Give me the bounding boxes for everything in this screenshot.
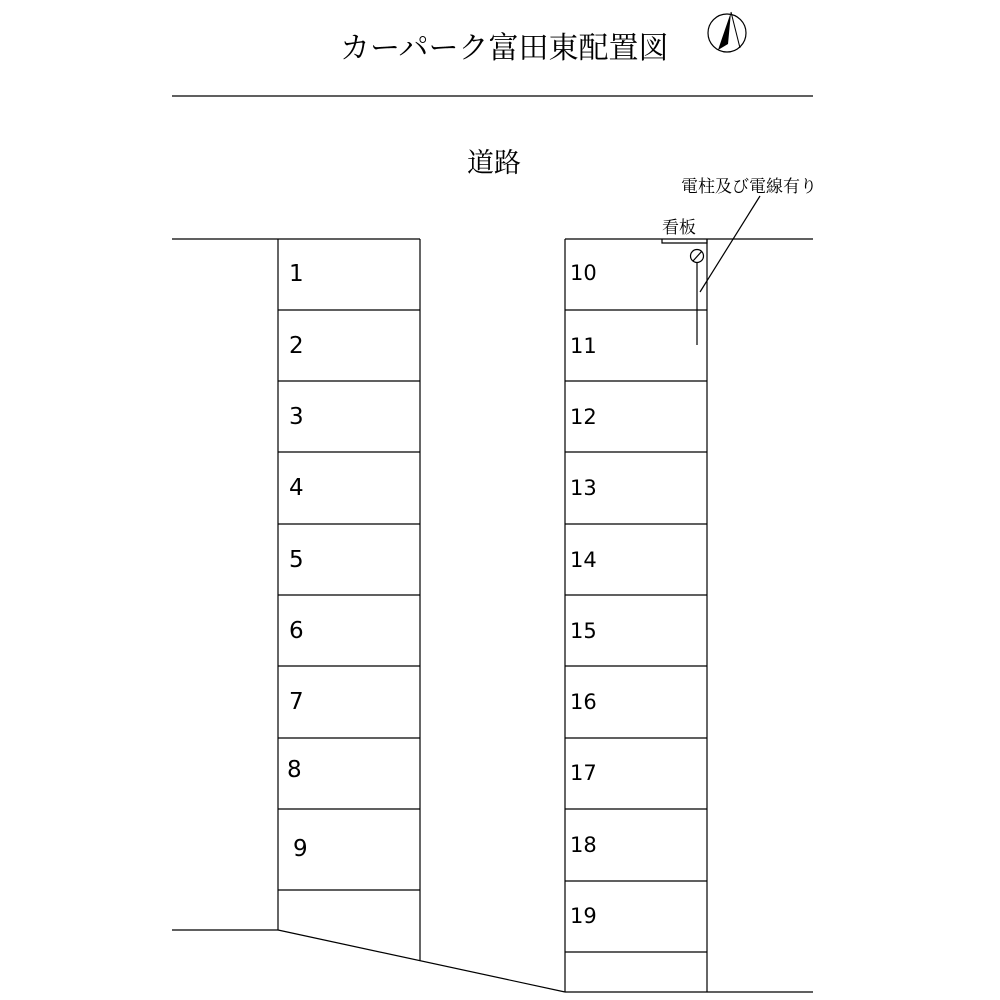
left-row-dividers <box>278 310 420 890</box>
parking-space-label: 14 <box>570 548 597 572</box>
parking-space-label: 18 <box>570 833 597 857</box>
parking-space-label: 1 <box>289 261 304 287</box>
north-arrow-icon <box>708 12 746 52</box>
parking-space-label: 8 <box>287 757 302 783</box>
parking-space-label: 16 <box>570 690 597 714</box>
parking-space-label: 3 <box>289 404 304 430</box>
parking-space-label: 17 <box>570 761 597 785</box>
road-label: 道路 <box>467 148 521 179</box>
parking-space-label: 11 <box>570 334 597 358</box>
utility-pole-icon <box>691 250 704 346</box>
left-row-labels <box>287 261 308 862</box>
lot-boundary-bottom-slant <box>278 930 565 992</box>
parking-space-label: 4 <box>289 475 304 501</box>
parking-space-label: 13 <box>570 476 597 500</box>
parking-space-label: 12 <box>570 405 597 429</box>
parking-space-label: 10 <box>570 261 597 285</box>
parking-space-label: 5 <box>289 547 304 573</box>
signboard-label: 看板 <box>662 218 696 238</box>
parking-space-label: 7 <box>289 689 304 715</box>
parking-space-label: 6 <box>289 618 304 644</box>
parking-space-label: 9 <box>293 836 308 862</box>
parking-space-label: 2 <box>289 333 304 359</box>
page-title: カーパーク富田東配置図 <box>340 31 669 66</box>
parking-space-label: 15 <box>570 619 597 643</box>
utility-pole-annotation <box>681 177 817 292</box>
parking-space-label: 19 <box>570 904 597 928</box>
utility-pole-label: 電柱及び電線有り <box>681 177 817 197</box>
